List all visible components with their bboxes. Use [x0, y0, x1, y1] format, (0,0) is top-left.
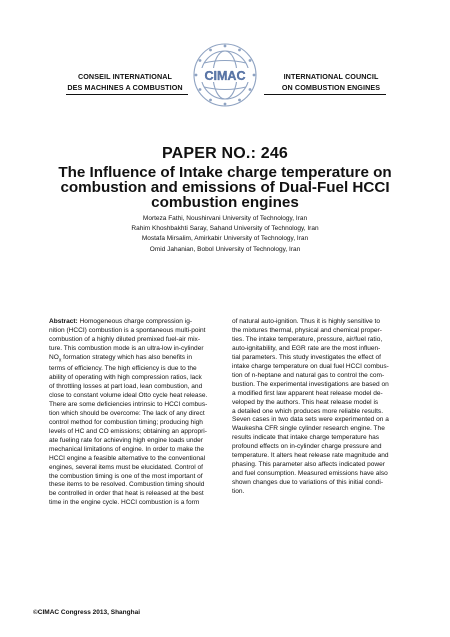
abstract-line: tion which should be overcome: The lack of any direct	[49, 409, 205, 417]
abstract-line: engines, several items must be elucidated. Control of	[49, 463, 203, 471]
abstract-line: auto-ignitability, and EGR rate are the most influen-	[232, 344, 381, 352]
abstract-line: the combustion timing is one of the most important of	[49, 472, 203, 480]
author-list	[40, 214, 410, 255]
cimac-logo	[190, 40, 260, 110]
paper-title	[40, 165, 410, 210]
organization-name-french-line-1: CONSEIL INTERNATIONAL	[77, 72, 173, 81]
author-2: Rahim Khoshbakhti Saray, Sahand University of Technology, Iran	[131, 225, 319, 233]
abstract-line: ate fueling rate for achieving high engine loads under	[49, 436, 203, 444]
abstract-line: these items to be resolved. Combustion timing should	[49, 481, 205, 489]
abstract-line: results indicate that intake charge temperature has	[232, 434, 380, 442]
author-4: Omid Jahanian, Bobol University of Technology, Iran	[149, 245, 301, 253]
abstract-line: the mixtures thermal, physical and chemical proper-	[232, 326, 382, 334]
author-3: Mostafa Mirsalim, Amirkabir University of Technology, Iran	[141, 235, 309, 243]
abstract-line: combustion of a highly diluted premixed fuel-air mix-	[49, 335, 201, 343]
abstract-line: bustion. The experimental investigations are based on	[232, 380, 389, 388]
abstract-line: control method for combustion timing; producing high	[49, 418, 203, 426]
abstract-line: a detailed one which produces more reliable results.	[232, 407, 384, 415]
abstract-line: of natural auto-ignition. Thus it is highly sensitive to	[232, 318, 380, 325]
abstract-line: be controlled in order that heat is released at the best	[49, 490, 204, 498]
abstract-line: tion of n-heptane and natural gas to control the com-	[232, 371, 385, 379]
abstract-line: There are some deficiencies intrinsic to HCCI combus-	[49, 400, 208, 408]
abstract-line: time in the engine cycle. HCCI combustion is a form	[49, 499, 200, 507]
abstract-line: ture. This combustion mode is an ultra-low in-cylinder	[49, 344, 204, 352]
abstract-label: Abstract:	[49, 318, 78, 325]
abstract-line: a modified first law apparent heat release model de-	[232, 389, 383, 397]
organization-name-french	[50, 71, 200, 93]
organization-name-english	[256, 71, 406, 93]
organization-name-french-line-2: DES MACHINES A COMBUSTION	[67, 83, 183, 92]
abstract-line: HCCI engine a feasible alternative to the conventional	[49, 454, 206, 462]
abstract-line: mechanical limitations of engine. In order to make the	[49, 445, 205, 453]
paper-title-line-1: The Influence of Intake charge temperature on	[58, 164, 392, 181]
header-divider-right	[264, 94, 386, 95]
abstract-line: close to constant volume ideal Otto cycle heat release.	[49, 391, 208, 399]
abstract-left-column	[49, 318, 217, 508]
abstract-line: veloped by the authors. This heat release model is	[232, 398, 379, 406]
paper-number: PAPER NO.: 246	[161, 145, 289, 162]
abstract-line: intake charge temperature on dual fuel HCCI combus-	[232, 362, 389, 370]
abstract-line: Seven cases in two data sets were experimented on a	[232, 416, 389, 424]
abstract-line: terms of efficiency. The high efficiency is due to the	[49, 365, 197, 373]
paper-title-line-3: combustion engines	[151, 194, 299, 211]
abstract-line: shown changes due to variations of this initial condi-	[232, 479, 384, 487]
abstract-line: ties. The intake temperature, pressure, air/fuel ratio,	[232, 335, 383, 343]
organization-name-english-line-2: ON COMBUSTION ENGINES	[281, 83, 381, 92]
abstract-line: temperature. It alters heat release rate magnitude and	[232, 452, 389, 460]
abstract-first-line	[49, 318, 217, 327]
abstract-line: phasing. This parameter also affects indicated power	[232, 461, 385, 469]
header-divider-left	[66, 94, 188, 95]
abstract-line: ability of operating with high compression ratios, lack	[49, 374, 202, 382]
svg-text:CIMAC: CIMAC	[204, 69, 246, 83]
abstract-line: of throttling losses at part load, lean combustion, and	[49, 382, 203, 390]
abstract-right-column	[232, 318, 400, 497]
abstract-line: tion.	[232, 488, 245, 496]
author-1: Morteza Fathi, Noushirvani University of Technology, Iran	[142, 215, 308, 222]
organization-name-english-line-1: INTERNATIONAL COUNCIL	[283, 72, 379, 81]
abstract-line: Waukesha CFR single cylinder research engine. The	[232, 425, 385, 433]
paper-title-line-2: combustion and emissions of Dual-Fuel HCCI	[60, 179, 390, 196]
abstract-line: nition (HCCI) combustion is a spontaneous multi-point	[49, 326, 206, 334]
abstract-line: and fuel consumption. Measured emissions have also	[232, 470, 388, 478]
abstract-line: profound effects on in-cylinder charge pressure and	[232, 443, 382, 451]
abstract-line: tial parameters. This study investigates the effect of	[232, 353, 381, 361]
abstract-line: $NO_x$ formation strategy which has also benefits in	[49, 353, 192, 364]
copyright-footer: ©CIMAC Congress 2013, Shanghai	[33, 609, 141, 616]
abstract-line: levels of HC and CO emissions; obtaining an appropri-	[49, 427, 207, 435]
abstract-first-line-text: Homogeneous charge compression ig-	[77, 318, 193, 325]
